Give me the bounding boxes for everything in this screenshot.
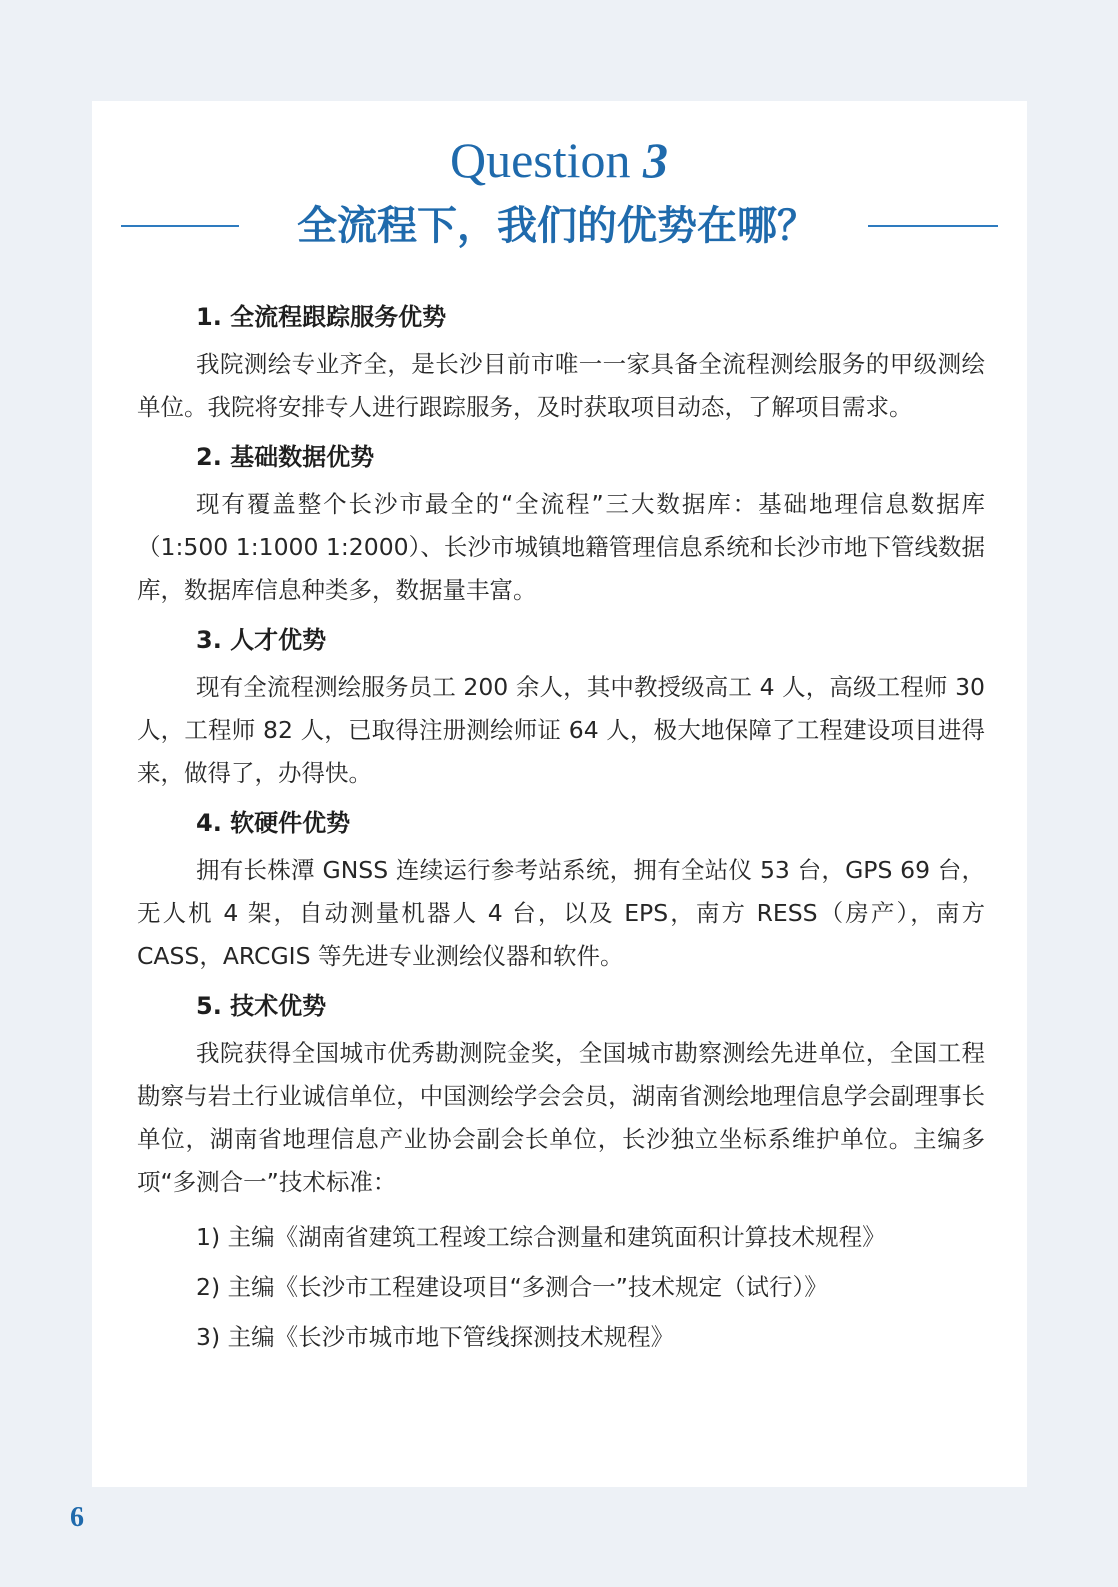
title-rule-right [868, 225, 998, 227]
article-body [137, 297, 985, 1362]
section-paragraph: 我院获得全国城市优秀勘测院金奖，全国城市勘察测绘先进单位，全国工程勘察与岩土行业诚信单位，中国测绘学会会员，湖南省测绘地理信息学会副理事长单位，湖南省地理信息产业协会副会长单位，长沙独立坐标系维护单位。主编多项“多测合一”技术标准： [137, 1039, 985, 1196]
question-number: 3 [643, 132, 669, 188]
section-heading: 4. 软硬件优势 [196, 809, 351, 837]
section-paragraph: 我院测绘专业齐全，是长沙目前市唯一一家具备全流程测绘服务的甲级测绘单位。我院将安排专人进行跟踪服务，及时获取项目动态，了解项目需求。 [137, 350, 985, 421]
title-rule-left [121, 225, 239, 227]
standards-list-item: 2) 主编《长沙市工程建设项目“多测合一”技术规定（试行）》 [196, 1273, 828, 1301]
section-paragraph: 拥有长株潭 GNSS 连续运行参考站系统，拥有全站仪 53 台，GPS 69 台，无人机 4 架，自动测量机器人 4 台，以及 EPS，南方 RESS（房产），南方 CASS，ARCGIS 等先进专业测绘仪器和软件。 [137, 856, 985, 970]
section-talent [137, 620, 985, 795]
section-heading: 3. 人才优势 [196, 626, 327, 654]
question-word: Question [449, 132, 631, 188]
section-heading: 2. 基础数据优势 [196, 443, 375, 471]
section-paragraph: 现有覆盖整个长沙市最全的“全流程”三大数据库：基础地理信息数据库（1:500 1:1000 1:2000）、长沙市城镇地籍管理信息系统和长沙市地下管线数据库，数据库信息种类多，数据量丰富。 [137, 490, 985, 604]
standards-list-item: 3) 主编《长沙市城市地下管线探测技术规程》 [196, 1323, 675, 1351]
question-heading [0, 130, 1118, 190]
section-full-process-tracking [137, 297, 985, 429]
section-base-data [137, 437, 985, 612]
page-title: 全流程下，我们的优势在哪？ [297, 203, 817, 249]
page-number: 6 [70, 1502, 84, 1533]
section-technology [137, 986, 985, 1362]
section-hardware-software [137, 803, 985, 978]
section-heading: 1. 全流程跟踪服务优势 [196, 303, 447, 331]
standards-list [137, 1212, 985, 1362]
section-paragraph: 现有全流程测绘服务员工 200 余人，其中教授级高工 4 人，高级工程师 30 人，工程师 82 人，已取得注册测绘师证 64 人，极大地保障了工程建设项目进得来，做得了，办得快。 [137, 673, 985, 787]
standards-list-item: 1) 主编《湖南省建筑工程竣工综合测量和建筑面积计算技术规程》 [196, 1223, 886, 1251]
section-heading: 5. 技术优势 [196, 992, 327, 1020]
